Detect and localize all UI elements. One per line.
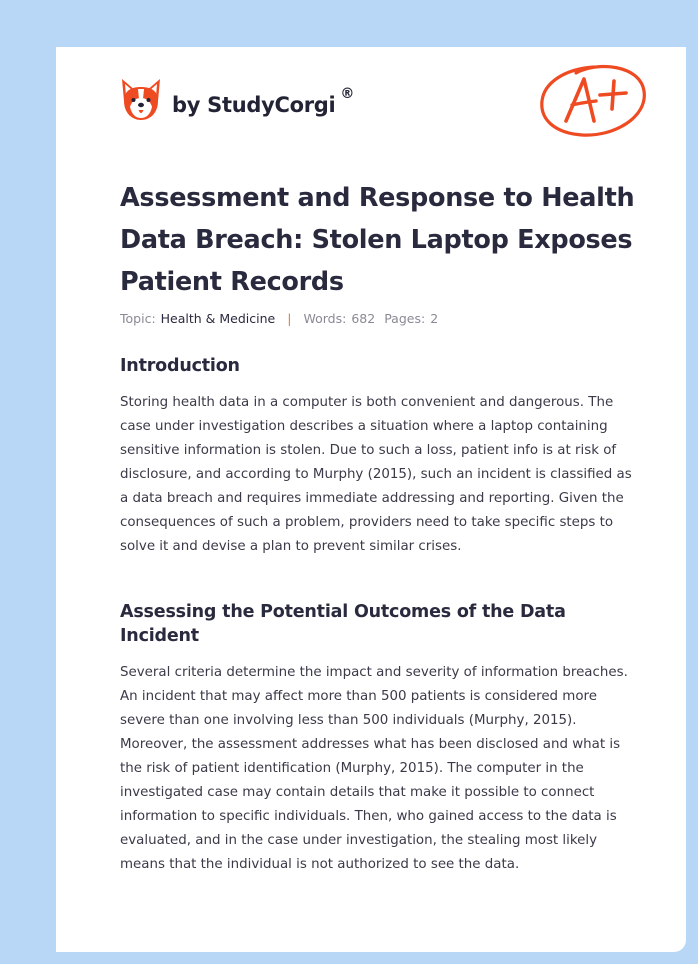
pages-label: Pages: — [384, 311, 426, 326]
topic-label: Topic: — [120, 311, 156, 326]
registered-mark: ® — [340, 86, 355, 102]
meta-separator: | — [287, 311, 292, 326]
brand-name: by StudyCorgi — [172, 93, 336, 117]
section-body-introduction: Storing health data in a computer is both convenient and dangerous. The case under investigation describes a situation where a laptop containing sensitive information is stolen. Due to such a loss, patient info is at risk of disclosure, and according to Murphy (2015), such an incident is classified as a data breach and requires immediate addressing and reporting. Given the consequences of such a problem, providers need to take specific steps to solve it and devise a plan to prevent similar crises. — [120, 395, 632, 554]
topic-link[interactable]: Health & Medicine — [160, 311, 276, 326]
section-body-assessing-outcomes: Several criteria determine the impact and severity of information breaches. An incident that may affect more than 500 patients is considered more severe than one involving less than 500 individuals (Murphy, 2015). Moreover, the assessment addresses what has been disclosed and what is the risk of patient identification (Murphy, 2015). The computer in the investigated case may contain details that make it possible to connect information to specific individuals. Then, who gained access to the data is evaluated, and in the case under investigation, the stealing most likely means that the individual is not authorized to see the data. — [120, 665, 628, 872]
words-label: Words: — [303, 311, 347, 326]
section-heading-introduction: Introduction — [120, 356, 240, 376]
section-heading-assessing-outcomes: Assessing the Potential Outcomes of the Data Incident — [120, 602, 566, 646]
pages-count: 2 — [430, 311, 439, 326]
document-meta — [120, 311, 438, 326]
corgi-logo-icon — [120, 77, 162, 123]
words-count: 682 — [351, 311, 376, 326]
document-page — [56, 47, 686, 952]
a-plus-grade-icon — [536, 59, 652, 143]
document-title: Assessment and Response to Health Data Breach: Stolen Laptop Exposes Patient Records — [120, 183, 635, 297]
studycorgi-logo[interactable] — [120, 75, 354, 125]
